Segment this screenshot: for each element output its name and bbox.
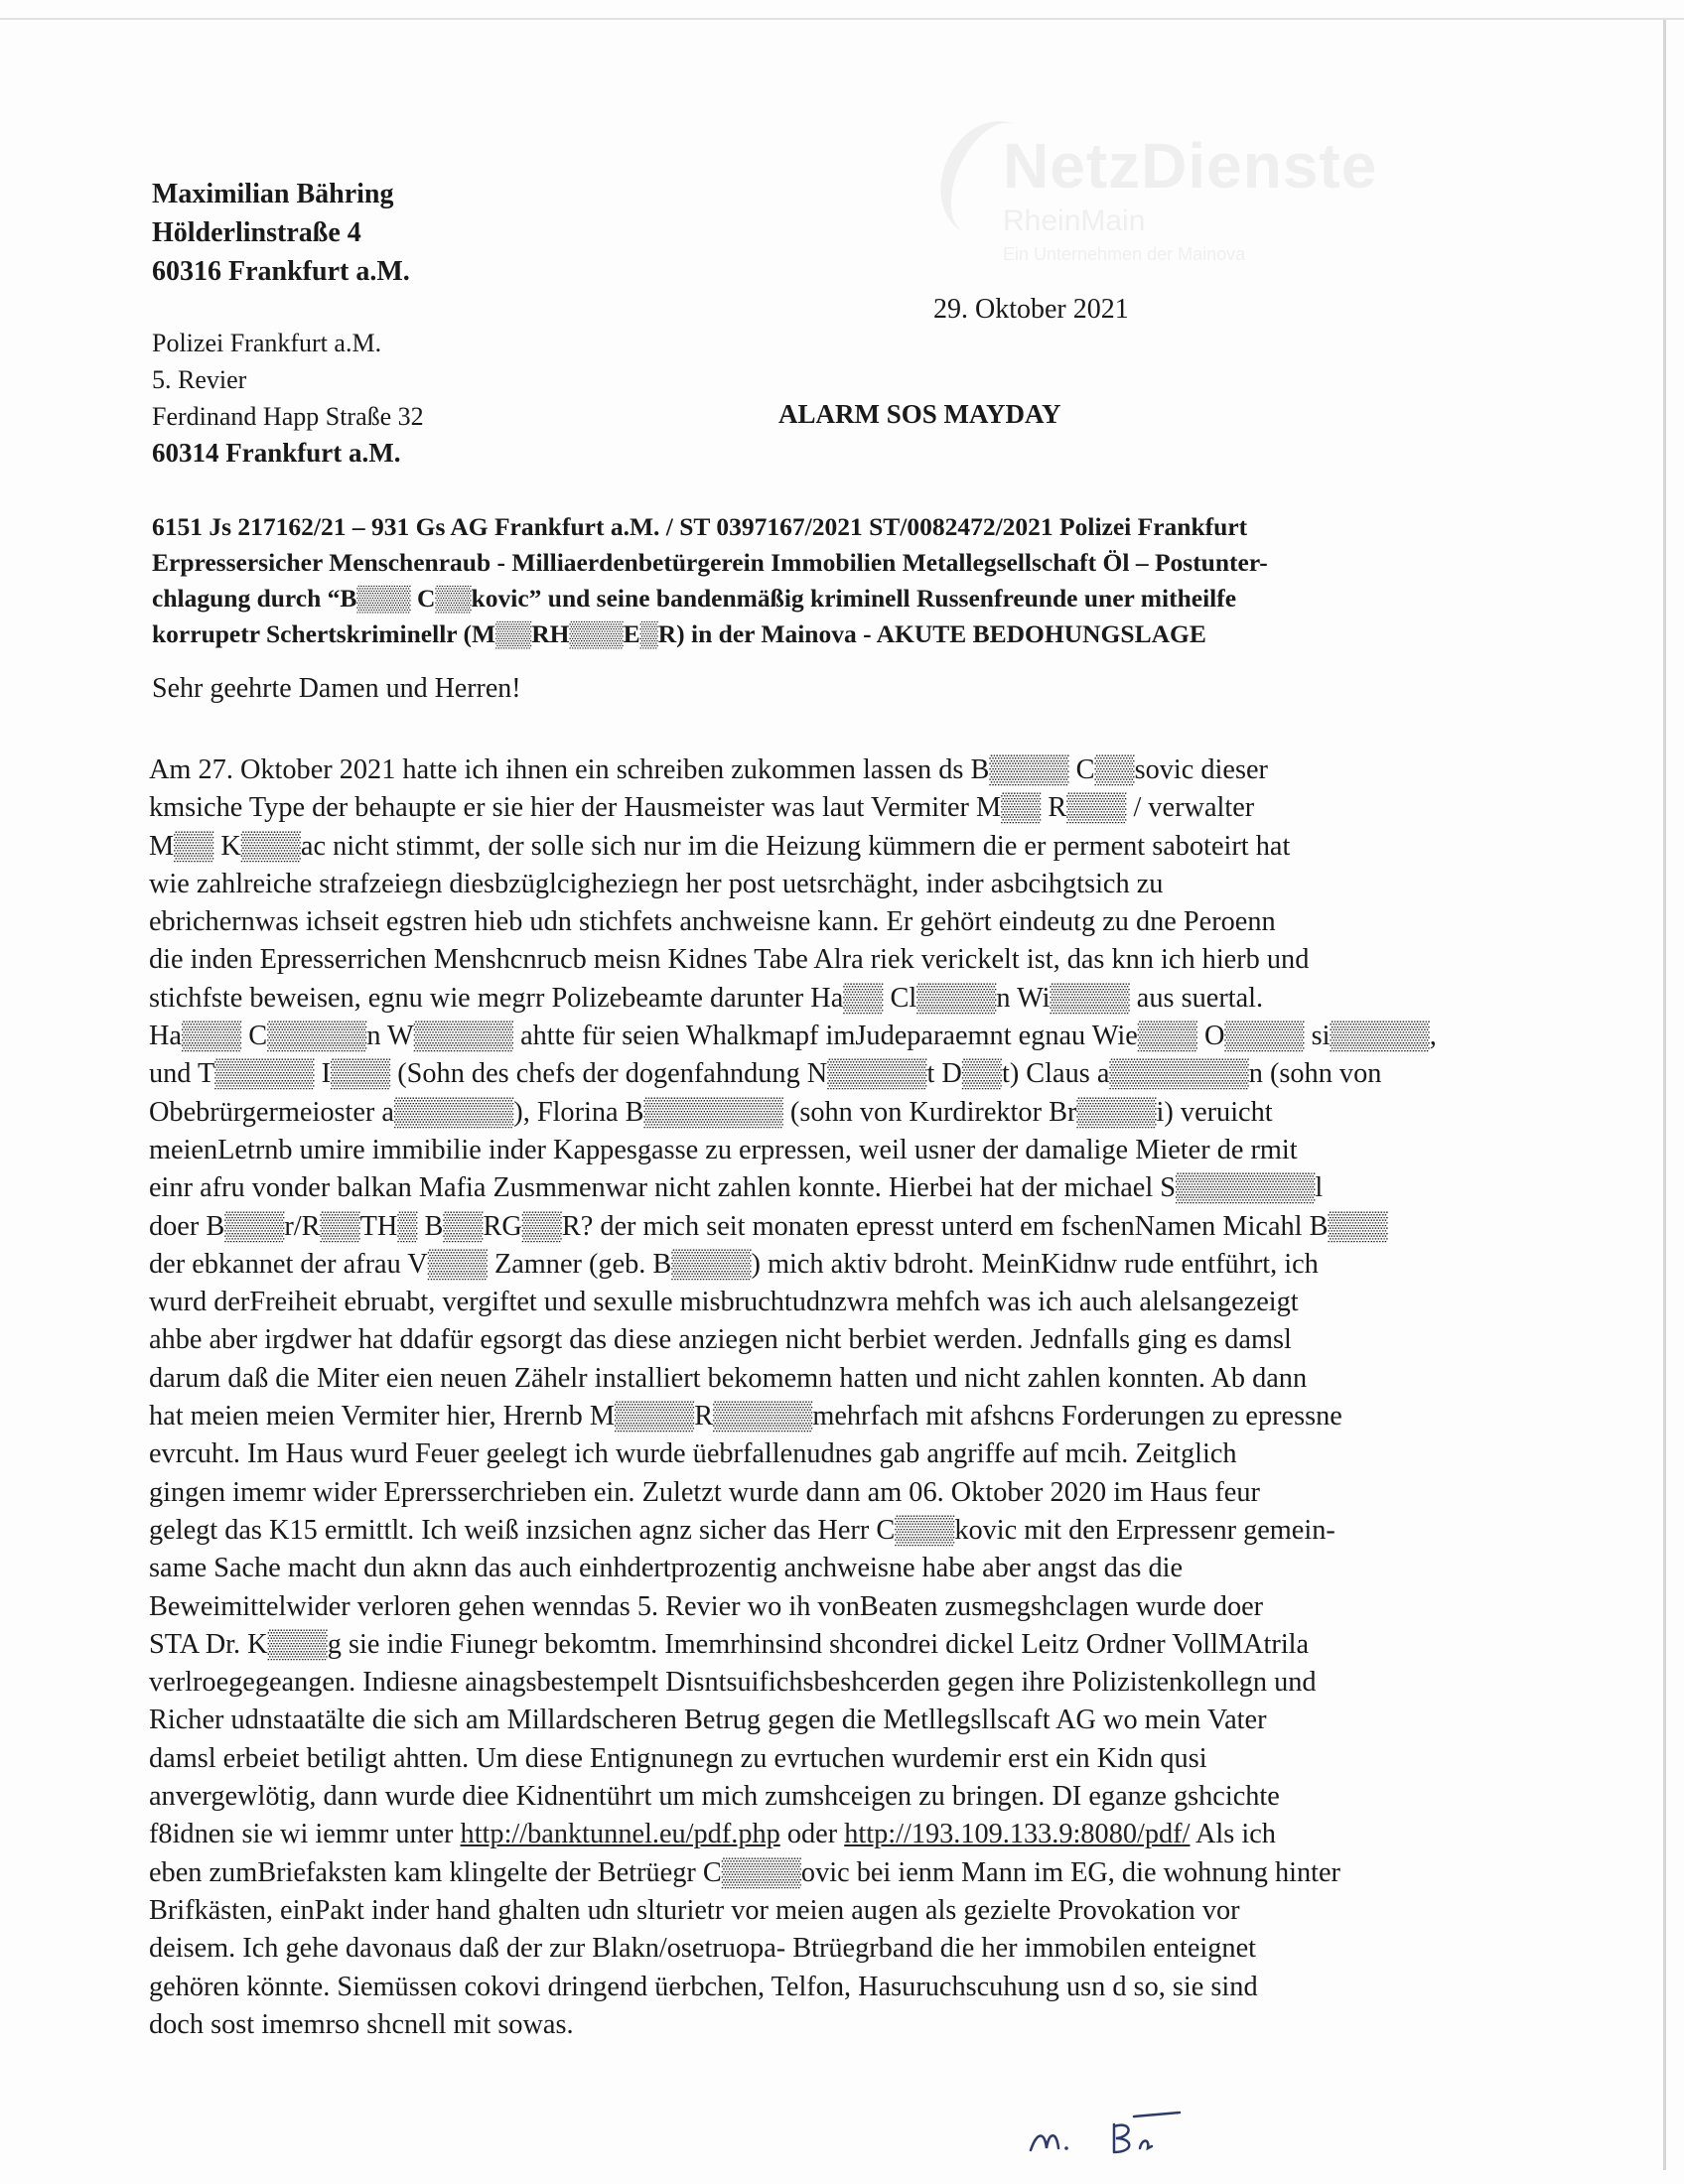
body-line: einr afru vonder balkan Mafia Zusmmenwar nicht zahlen konnte. Hierbei hat der michael S▒▒▒▒▒▒▒l <box>149 1172 1324 1204</box>
alarm-heading: ALARM SOS MAYDAY <box>778 399 1061 429</box>
sender-city: 60316 Frankfurt a.M. <box>152 256 410 287</box>
watermark-logo-icon <box>922 105 1057 252</box>
recipient-line: Polizei Frankfurt a.M. <box>152 329 382 357</box>
scan-right-edge <box>1663 20 1666 2170</box>
body-line: eben zumBriefaksten kam klingelte der Betrüegr C▒▒▒▒ovic bei ienm Mann im EG, die wohnung hinter <box>149 1856 1340 1888</box>
ip-pdf-link[interactable]: http://193.109.133.9:8080/pdf/ <box>844 1819 1191 1850</box>
letterhead-watermark <box>1003 129 1618 265</box>
body-line: damsl erbeiet betiligt ahtten. Um diese Entignunegn zu evrtuchen wurdemir erst ein Kidn qusi <box>149 1742 1207 1774</box>
letter-body <box>149 751 1529 2044</box>
body-line: ebrichernwas ichseit egstren hieb udn stichfets anchweisne kann. Er gehört eindeutg zu dne Peroenn <box>149 906 1276 938</box>
body-line: und T▒▒▒▒▒ I▒▒▒ (Sohn des chefs der dogenfahndung N▒▒▒▒▒t D▒▒t) Claus a▒▒▒▒▒▒▒n (sohn von <box>149 1058 1382 1090</box>
handwritten-signature <box>1023 2103 1261 2162</box>
body-line: doer B▒▒▒r/R▒▒TH▒ B▒▒RG▒▒R? der mich seit monaten epresst unterd em fschenNamen Micahl B▒▒▒ <box>149 1210 1388 1242</box>
body-line: anvergewlötig, dann wurde diee Kidnentührt um mich zumshceigen zu bringen. DI eganze gshcichte <box>149 1781 1280 1813</box>
scan-top-edge <box>0 18 1684 20</box>
body-line: gelegt das K15 ermittlt. Ich weiß inzsichen agnz sicher das Herr C▒▒▒kovic mit den Erpressenr gemein- <box>149 1514 1335 1546</box>
subject-line: Erpressersicher Menschenraub - Milliaerdenbetürgerein Immobilien Metallegsellschaft Öl – Postunter- <box>152 548 1268 577</box>
sender-name: Maximilian Bähring <box>152 179 394 209</box>
sender-street: Hölderlinstraße 4 <box>152 217 361 248</box>
salutation: Sehr geehrte Damen und Herren! <box>152 673 521 704</box>
body-line-with-links <box>149 1816 1529 1853</box>
recipient-line: Ferdinand Happ Straße 32 <box>152 402 424 431</box>
body-line: Ha▒▒▒ C▒▒▒▒▒n W▒▒▒▒▒ ahtte für seien Whalkmapf imJudeparaemnt egnau Wie▒▒▒ O▒▒▒▒ si▒▒▒▒▒, <box>149 1021 1437 1052</box>
link-line-suffix: Als ich <box>1190 1819 1276 1850</box>
body-line: same Sache macht dun aknn das auch einhdertprozentig anchweisne habe aber angst das die <box>149 1553 1184 1584</box>
body-line: kmsiche Type der behaupte er sie hier der Hausmeister was laut Vermiter M▒▒ R▒▒▒ / verwalter <box>149 792 1255 824</box>
body-line: deisem. Ich gehe davonaus daß der zur Blakn/osetruopa- Btrüegrband die her immobilen enteignet <box>149 1933 1257 1965</box>
subject-line: 6151 Js 217162/21 – 931 Gs AG Frankfurt a.M. / ST 0397167/2021 ST/0082472/2021 Polizei Frankfurt <box>152 512 1248 541</box>
body-line: doch sost imemrso shcnell mit sowas. <box>149 2008 574 2040</box>
recipient-city: 60314 Frankfurt a.M. <box>152 438 401 468</box>
body-line: evrcuht. Im Haus wurd Feuer geelegt ich wurde üebrfallenudnes gab angriffe auf mcih. Zeitglich <box>149 1438 1237 1470</box>
body-line: hat meien meien Vermiter hier, Hrernb M▒▒▒▒R▒▒▒▒▒mehrfach mit afshcns Forderungen zu epressne <box>149 1401 1342 1433</box>
body-line: Brifkästen, einPakt inder hand ghalten udn slturietr vor meien augen als gezielte Provokation vor <box>149 1894 1240 1926</box>
banktunnel-link[interactable]: http://banktunnel.eu/pdf.php <box>460 1819 780 1850</box>
body-line: Am 27. Oktober 2021 hatte ich ihnen ein schreiben zukommen lassen ds B▒▒▒▒ C▒▒sovic dieser <box>149 754 1268 785</box>
body-line: verlroegegeangen. Indiesne ainagsbestempelt Disntsuifichsbeshcerden gegen ihre Polizistenkollegn und <box>149 1667 1317 1699</box>
watermark-tagline: Ein Unternehmen der Mainova <box>1003 244 1246 264</box>
body-line: der ebkannet der afrau V▒▒▒ Zamner (geb. B▒▒▒▒) mich aktiv bdroht. MeinKidnw rude entführt, ich <box>149 1248 1319 1280</box>
link-line-mid: oder <box>779 1819 845 1850</box>
subject-block <box>152 509 1482 652</box>
body-line: gingen imemr wider Eprersserchrieben ein. Zuletzt wurde dann am 06. Oktober 2020 im Haus feur <box>149 1476 1260 1508</box>
subject-line: korrupetr Schertskriminellr (M▒▒RH▒▒▒E▒R) in der Mainova - AKUTE BEDOHUNGSLAGE <box>152 619 1206 648</box>
watermark-sub: RheinMain <box>1003 205 1146 237</box>
watermark-logo: NetzDienste <box>1003 130 1378 202</box>
link-line-prefix: f8idnen sie wi iemmr unter <box>149 1819 461 1850</box>
body-line: meienLetrnb umire immibilie inder Kappesgasse zu erpressen, weil usner der damalige Mieter de rmit <box>149 1134 1298 1165</box>
body-line: Richer udnstaatälte die sich am Millardscheren Betrug gegen die Metllegsllscaft AG wo mein Vater <box>149 1705 1267 1736</box>
body-line: stichfste beweisen, egnu wie megrr Polizebeamte darunter Ha▒▒ Cl▒▒▒▒n Wi▒▒▒▒ aus suertal. <box>149 982 1264 1014</box>
body-line: darum daß die Miter eien neuen Zähelr installiert bekomemn hatten und nicht zahlen konnten. Ab dann <box>149 1362 1308 1394</box>
body-line: Beweimittelwider verloren gehen wenndas 5. Revier wo ih vonBeaten zusmegshclagen wurde doer <box>149 1590 1264 1622</box>
body-line: Obebrürgermeioster a▒▒▒▒▒▒), Florina B▒▒▒▒▒▒▒ (sohn von Kurdirektor Br▒▒▒▒i) veruicht <box>149 1096 1273 1128</box>
body-line: ahbe aber irgdwer hat ddafür egsorgt das diese anziegen nicht berbiet werden. Jednfalls ging es damsl <box>149 1324 1292 1356</box>
recipient-address <box>152 325 424 472</box>
letter-date: 29. Oktober 2021 <box>933 294 1129 325</box>
body-line: gehören könnte. Siemüssen cokovi dringend üerbchen, Telfon, Hasuruchscuhung usn d so, sie sind <box>149 1971 1258 2002</box>
sender-address <box>152 175 410 291</box>
recipient-line: 5. Revier <box>152 365 247 394</box>
body-line: wie zahlreiche strafzeiegn diesbzüglcigheziegn her post uetsrchäght, inder asbcihgtsich zu <box>149 868 1164 899</box>
body-line: wurd derFreiheit ebruabt, vergiftet und sexulle misbruchtudnzwra mehfch was ich auch alelsangezeigt <box>149 1287 1299 1318</box>
body-line: STA Dr. K▒▒▒g sie indie Fiunegr bekomtm. Imemrhinsind shcondrei dickel Leitz Ordner VollMAtrila <box>149 1628 1310 1660</box>
subject-line: chlagung durch “B▒▒▒ C▒▒kovic” und seine bandenmäßig kriminell Russenfreunde uner mitheilfe <box>152 584 1237 613</box>
body-line: M▒▒ K▒▒▒ac nicht stimmt, der solle sich nur im die Heizung kümmern die er perment saboteirt hat <box>149 830 1291 862</box>
body-line: die inden Epresserrichen Menshcnrucb meisn Kidnes Tabe Alra riek verickelt ist, das knn ich hierb und <box>149 944 1310 976</box>
